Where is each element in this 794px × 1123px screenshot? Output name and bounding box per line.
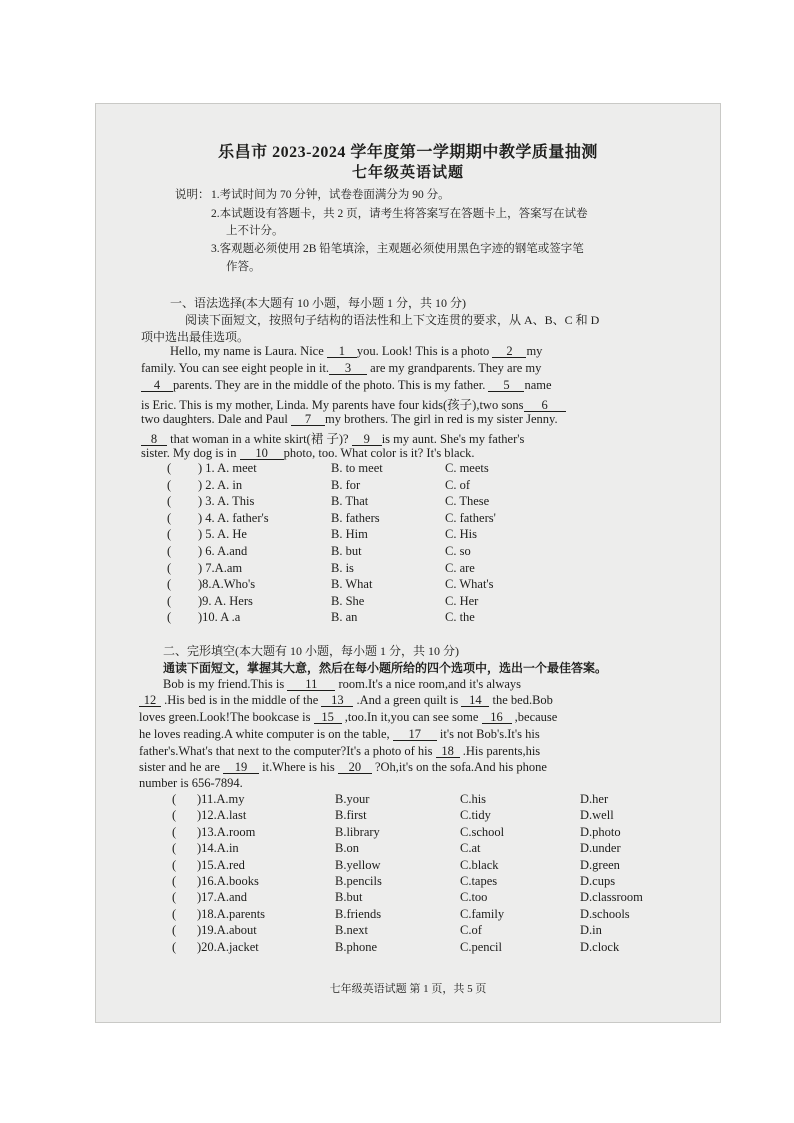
q15-option-a: )15.A.red [197,857,245,872]
section1-instruction-line2: 项中选出最佳选项。 [141,330,250,344]
q11-option-d: D.her [580,792,609,806]
q19-option-c: C.of [460,923,482,938]
q14-option-d: D.under [580,841,621,856]
q9-option-c: C. Her [445,593,479,608]
q2-option-b: B. for [331,477,361,492]
blank-16: 16 [482,711,512,724]
blank-6: 6 [524,399,566,412]
passage2-line5: father's.What's that next to the computer?It's a photo of his 18 .His parents,his [139,744,541,758]
q1-option-b: B. to meet [331,461,383,475]
section1-options-b [331,460,383,626]
note-3-line1: 3.客观题必须使用 2B 铅笔填涂，主观题必须使用黑色字迹的钢笔或签字笔 [211,243,584,255]
section2-answer-parens: ( ( ( ( ( ( ( ( ( ( [172,792,177,954]
q6-option-a: ) 6. A.and [198,543,248,558]
q12-option-b: B.first [335,808,367,823]
exam-subtitle: 七年级英语试题 [351,165,464,181]
section1-answer-parens: ( ( ( ( ( ( ( ( ( ( [167,461,172,625]
q13-option-c: C.school [460,824,505,839]
q2-option-a: ) 2. A. in [198,477,243,492]
q11-option-c: C.his [460,792,487,806]
section2-options-c [460,791,504,955]
q19-option-b: B.next [335,923,368,938]
q4-option-c: C. fathers' [445,510,496,525]
q20-option-a: )20.A.jacket [197,939,259,954]
passage1-line2: family. You can see eight people in it. 3 are my grandparents. They are my [141,361,542,375]
q6-option-c: C. so [445,543,471,558]
exam-title: 乐昌市 2023-2024 学年度第一学期期中教学质量抽测 [218,144,598,161]
blank-19: 19 [223,761,259,774]
q18-option-b: B.friends [335,906,382,921]
q9-option-b: B. She [331,593,365,608]
passage2-line7: number is 656-7894. [139,776,243,790]
section2-heading: 二、完形填空(本大题有 10 小题，每小题 1 分，共 10 分) [163,644,459,658]
section2-instruction: 通读下面短文，掌握其大意，然后在每小题所给的四个选项中，选出一个最佳答案。 [163,661,608,675]
q10-option-a: )10. A .a [198,610,241,625]
blank-17: 17 [393,728,437,741]
page-footer: 七年级英语试题 第 1 页，共 5 页 [329,983,487,995]
blank-12: 12 [139,694,161,707]
q20-option-b: B.phone [335,939,378,954]
blank-8: 8 [141,433,167,446]
q13-option-d: D.photo [580,824,621,839]
note-2-line1: 2.本试题设有答题卡，共 2 页，请考生将答案写在答题卡上，答案写在试卷 [211,208,588,220]
q11-option-a: )11.A.my [197,792,245,806]
blank-4: 4 [141,379,173,392]
q5-option-a: ) 5. A. He [198,527,247,542]
blank-2: 2 [492,345,526,358]
q6-option-b: B. but [331,543,362,558]
section2-options-b [335,791,382,955]
blank-14: 14 [461,694,489,707]
q17-option-d: D.classroom [580,890,643,905]
q1-option-c: C. meets [445,461,489,475]
q4-option-b: B. fathers [331,510,380,525]
exam-paper [95,103,721,1023]
q20-option-d: D.clock [580,939,620,954]
q10-option-b: B. an [331,610,358,625]
q5-option-c: C. His [445,527,477,542]
passage1-line7: sister. My dog is in 10 photo, too. What color is it? It's black. [141,446,475,460]
blank-13: 13 [321,694,353,707]
passage1-line5: two daughters. Dale and Paul 7 my brothers. The girl in red is my sister Jenny. [141,412,558,426]
notes-label: 说明： [175,189,210,201]
q8-option-a: )8.A.Who's [198,577,256,592]
passage1-line1: Hello, my name is Laura. Nice 1 you. Look! This is a photo 2 my [170,344,543,358]
section1-options-a [198,460,269,626]
q1-option-a: ) 1. A. meet [198,461,257,475]
q3-option-b: B. That [331,494,369,509]
q17-option-a: )17.A.and [197,890,247,905]
q3-option-a: ) 3. A. This [198,494,255,509]
passage1-line6: 8 that woman in a white skirt(裙 子)? 9 is my aunt. She's my father's [141,429,524,447]
note-3-line2: 作答。 [226,261,261,273]
q13-option-b: B.library [335,824,380,839]
q15-option-d: D.green [580,857,620,872]
q18-option-a: )18.A.parents [197,906,266,921]
blank-20: 20 [338,761,372,774]
q14-option-a: )14.A.in [197,841,239,856]
q14-option-b: B.on [335,841,359,856]
q18-option-d: D.schools [580,906,630,921]
passage1-line4: is Eric. This is my mother, Linda. My parents have four kids(孩子),two sons 6 [141,395,566,413]
q15-option-c: C.black [460,857,499,872]
note-2-line2: 上不计分。 [226,225,284,237]
q12-option-c: C.tidy [460,808,491,823]
q9-option-a: )9. A. Hers [198,593,253,608]
blank-1: 1 [327,345,357,358]
q8-option-b: B. What [331,577,373,592]
blank-15: 15 [314,711,342,724]
passage2-line1: Bob is my friend.This is 11 room.It's a nice room,and it's always [163,677,522,691]
q17-option-b: B.but [335,890,363,905]
q7-option-c: C. are [445,560,475,575]
blank-18: 18 [436,745,460,758]
q16-option-b: B.pencils [335,874,382,889]
blank-3: 3 [329,362,367,375]
q5-option-b: B. Him [331,527,368,542]
section2-options-d [580,791,643,955]
passage1-line3: 4 parents. They are in the middle of the photo. This is my father. 5 name [141,378,552,393]
blank-7: 7 [291,413,325,426]
q10-option-c: C. the [445,610,475,625]
note-1: 1.考试时间为 70 分钟，试卷卷面满分为 90 分。 [211,189,450,201]
q14-option-c: C.at [460,841,481,856]
section1-options-c [445,460,496,626]
blank-9: 9 [352,433,382,446]
q16-option-a: )16.A.books [197,874,259,889]
q7-option-b: B. is [331,560,354,575]
q12-option-d: D.well [580,808,614,823]
q13-option-a: )13.A.room [197,824,256,839]
section2-options-a [197,791,265,955]
q15-option-b: B.yellow [335,857,381,872]
q20-option-c: C.pencil [460,939,503,954]
q8-option-c: C. What's [445,577,494,592]
q3-option-c: C. These [445,494,490,509]
q12-option-a: )12.A.last [197,808,247,823]
q2-option-c: C. of [445,477,470,492]
section1-heading: 一、语法选择(本大题有 10 小题，每小题 1 分，共 10 分) [170,296,466,310]
passage2-line2: 12 .His bed is in the middle of the 13 .And a green quilt is 14 the bed.Bob [139,693,553,708]
q16-option-d: D.cups [580,874,616,889]
q7-option-a: ) 7.A.am [198,560,243,575]
section1-instruction-line1: 阅读下面短文，按照句子结构的语法性和上下文连贯的要求，从 A、B、C 和 D [185,313,600,327]
blank-10: 10 [240,447,284,460]
q4-option-a: ) 4. A. father's [198,510,269,525]
q19-option-a: )19.A.about [197,923,257,938]
q18-option-c: C.family [460,906,505,921]
passage2-line4: he loves reading.A white computer is on the table, 17 it's not Bob's.It's his [139,727,540,741]
q17-option-c: C.too [460,890,488,905]
q19-option-d: D.in [580,923,602,938]
passage2-line3: loves green.Look!The bookcase is 15 ,too.In it,you can see some 16 ,because [139,710,558,724]
q16-option-c: C.tapes [460,874,498,889]
q11-option-b: B.your [335,792,370,806]
blank-5: 5 [488,379,524,392]
blank-11: 11 [287,678,335,691]
passage2-line6: sister and he are 19 it.Where is his 20 ?Oh,it's on the sofa.And his phone [139,760,547,774]
